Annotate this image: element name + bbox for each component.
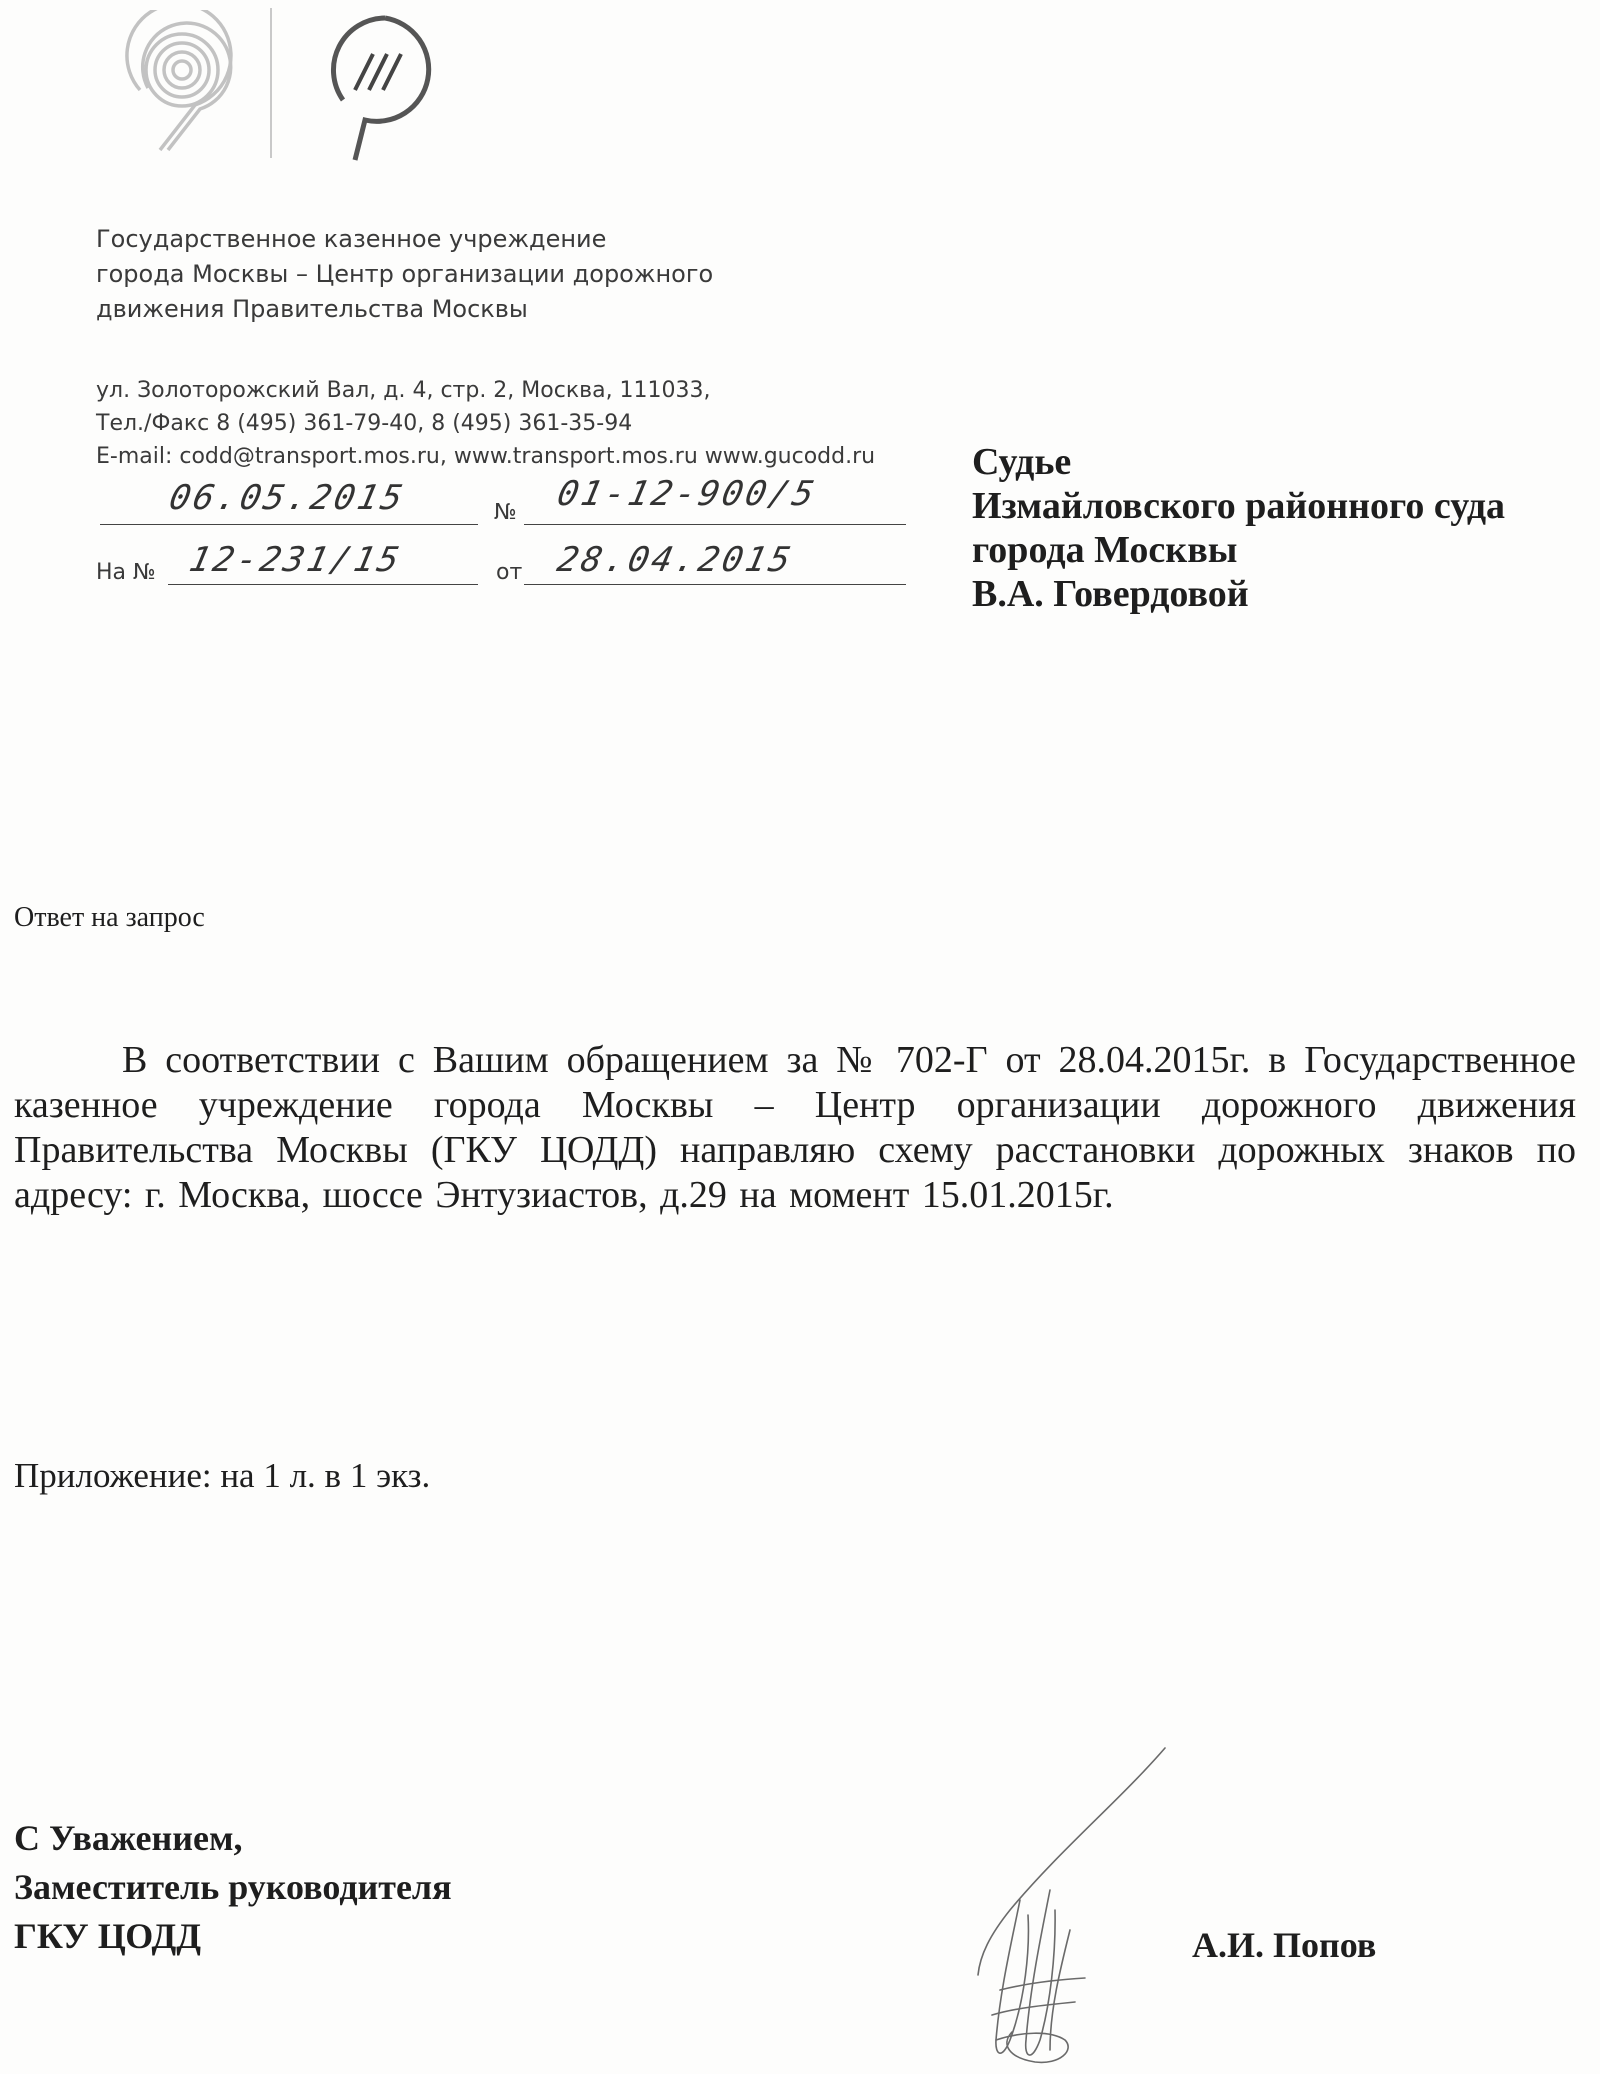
addressee-block bbox=[972, 440, 1592, 616]
email-line: E-mail: codd@transport.mos.ru, www.transport.mos.ru www.gucodd.ru bbox=[96, 444, 876, 469]
transport-pin-logo-icon bbox=[315, 10, 455, 170]
date-underline bbox=[100, 524, 478, 525]
phone-line: Тел./Факс 8 (495) 361-79-40, 8 (495) 361-35-94 bbox=[96, 411, 633, 436]
addressee-line: города Москвы bbox=[972, 529, 1238, 571]
appendix-note: Приложение: на 1 л. в 1 экз. bbox=[14, 1456, 431, 1495]
closing-block bbox=[14, 1814, 452, 1961]
reference-date-handwritten: 28.04.2015 bbox=[553, 540, 797, 580]
addressee-line: В.А. Говердовой bbox=[972, 573, 1249, 615]
organization-name bbox=[96, 222, 816, 327]
closing-line: С Уважением, bbox=[14, 1818, 243, 1858]
ref-date-underline bbox=[524, 584, 906, 585]
address-line: ул. Золоторожский Вал, д. 4, стр. 2, Москва, 111033, bbox=[96, 378, 711, 403]
subject-line: Ответ на запрос bbox=[14, 902, 205, 933]
ref-number-underline bbox=[168, 584, 478, 585]
outgoing-number-handwritten: 01-12-900/5 bbox=[553, 474, 821, 514]
addressee-line: Судье bbox=[972, 441, 1072, 483]
reference-number-label: На № bbox=[96, 560, 156, 585]
reference-date-label: от bbox=[496, 560, 523, 585]
letter-body: В соответствии с Вашим обращением за № 702-Г от 28.04.2015г. в Государственное казенное учреждение города Москвы – Центр организации дорожного движения Правительства Москвы (ГКУ ЦОДД) направляю схему расстановки дорожных знаков по адресу: г. Москва, шоссе Энтузиастов, д.29 на момент 15.01.2015г. bbox=[14, 1039, 1576, 1216]
handwritten-signature bbox=[900, 1740, 1180, 2070]
closing-line: ГКУ ЦОДД bbox=[14, 1916, 201, 1956]
outgoing-date-handwritten: 06.05.2015 bbox=[165, 478, 409, 518]
codd-rings-logo-icon bbox=[100, 10, 270, 160]
org-line: движения Правительства Москвы bbox=[96, 295, 528, 323]
closing-line: Заместитель руководителя bbox=[14, 1867, 452, 1907]
number-underline bbox=[524, 524, 906, 525]
contact-block bbox=[96, 374, 956, 473]
logo-divider bbox=[270, 8, 272, 158]
org-line: города Москвы – Центр организации дорожного bbox=[96, 260, 714, 288]
addressee-line: Измайловского районного суда bbox=[972, 485, 1506, 527]
signer-name: А.И. Попов bbox=[1192, 1925, 1377, 1965]
org-line: Государственное казенное учреждение bbox=[96, 225, 607, 253]
number-label: № bbox=[494, 500, 517, 525]
reference-number-handwritten: 12-231/15 bbox=[185, 540, 406, 580]
